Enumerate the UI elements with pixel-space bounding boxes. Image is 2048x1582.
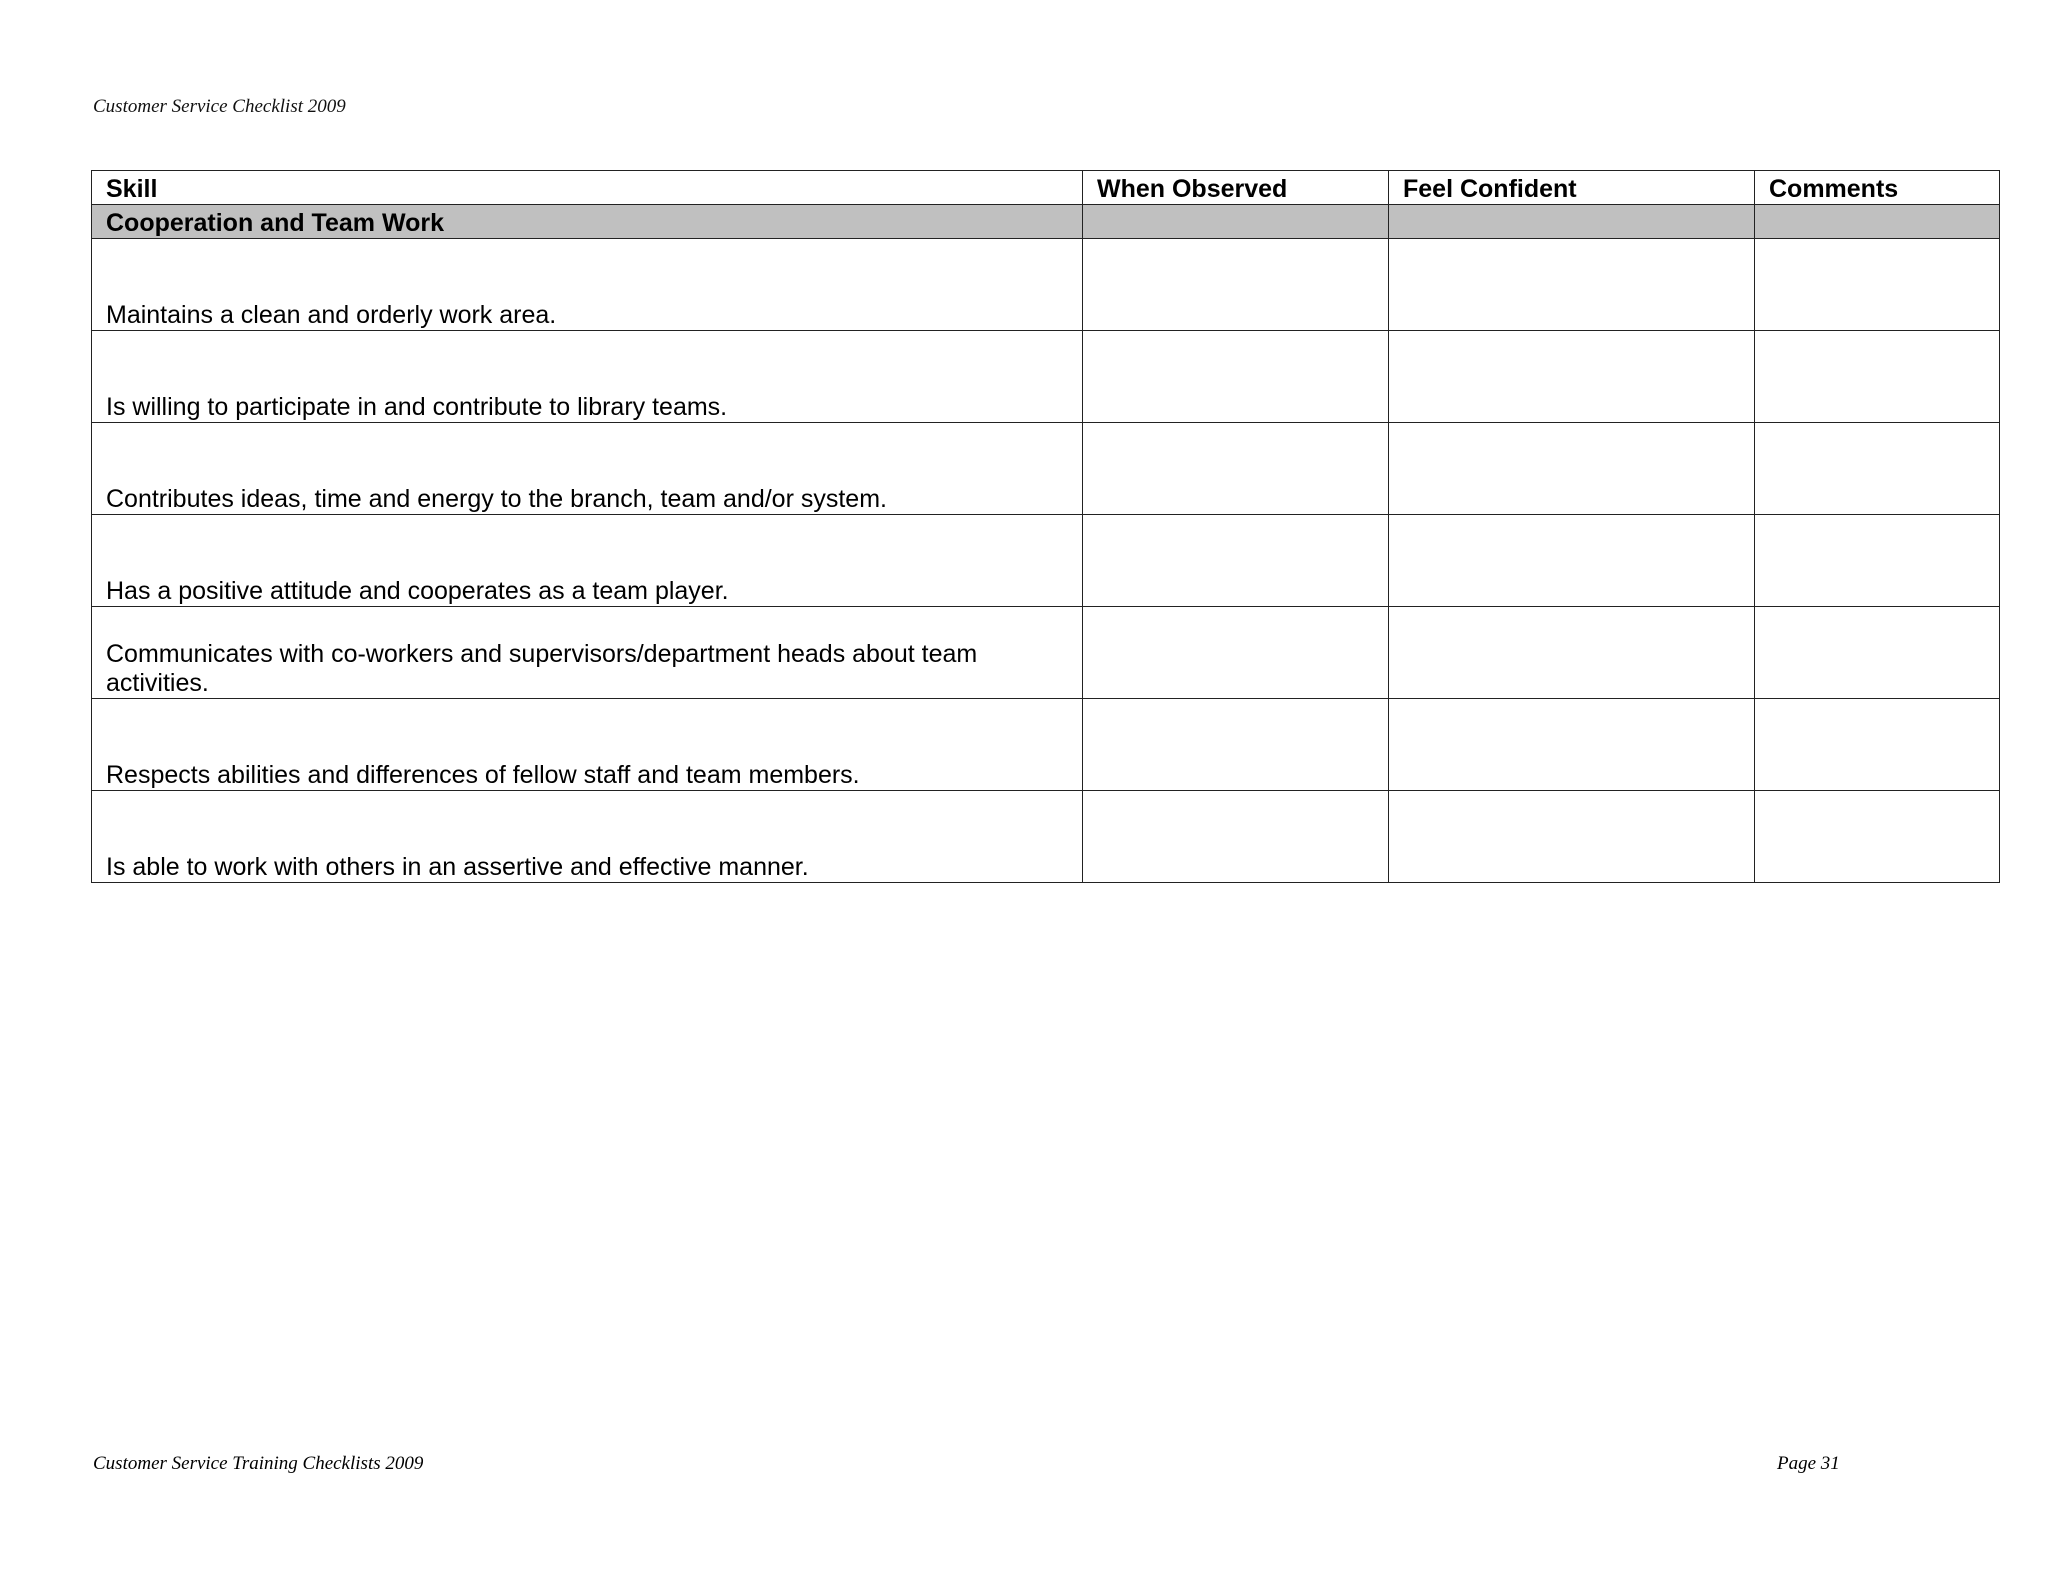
feel-confident-cell[interactable] [1389,239,1755,331]
table-row [92,423,2000,515]
comments-cell[interactable] [1755,607,2000,699]
table-row [92,239,2000,331]
feel-confident-cell[interactable] [1389,791,1755,883]
column-header-when-observed: When Observed [1083,171,1389,205]
page-number: Page 31 [1777,1453,1840,1474]
feel-confident-cell[interactable] [1389,423,1755,515]
comments-cell[interactable] [1755,423,2000,515]
when-observed-cell[interactable] [1083,699,1389,791]
skill-cell: Is willing to participate in and contribute to library teams. [92,331,1083,423]
page-header-title: Customer Service Checklist 2009 [93,96,346,117]
table-row [92,607,2000,699]
when-observed-cell[interactable] [1083,515,1389,607]
column-header-skill: Skill [92,171,1083,205]
skill-cell: Is able to work with others in an assertive and effective manner. [92,791,1083,883]
skill-cell: Has a positive attitude and cooperates as a team player. [92,515,1083,607]
table-row [92,331,2000,423]
table-header-row [92,171,2000,205]
skill-cell: Contributes ideas, time and energy to the branch, team and/or system. [92,423,1083,515]
column-header-comments: Comments [1755,171,2000,205]
comments-cell[interactable] [1755,239,2000,331]
section-blank-cell [1755,205,2000,239]
section-row [92,205,2000,239]
section-title: Cooperation and Team Work [92,205,1083,239]
comments-cell[interactable] [1755,699,2000,791]
when-observed-cell[interactable] [1083,331,1389,423]
when-observed-cell[interactable] [1083,791,1389,883]
skill-cell: Maintains a clean and orderly work area. [92,239,1083,331]
feel-confident-cell[interactable] [1389,607,1755,699]
when-observed-cell[interactable] [1083,607,1389,699]
table-row [92,699,2000,791]
table-row [92,791,2000,883]
page-footer-title: Customer Service Training Checklists 2009 [93,1453,424,1474]
comments-cell[interactable] [1755,515,2000,607]
when-observed-cell[interactable] [1083,423,1389,515]
section-blank-cell [1389,205,1755,239]
table-row [92,515,2000,607]
column-header-feel-confident: Feel Confident [1389,171,1755,205]
skill-cell: Communicates with co-workers and supervisors/department heads about team activities. [92,607,1083,699]
skill-cell: Respects abilities and differences of fellow staff and team members. [92,699,1083,791]
comments-cell[interactable] [1755,791,2000,883]
feel-confident-cell[interactable] [1389,331,1755,423]
feel-confident-cell[interactable] [1389,699,1755,791]
skills-checklist-table [91,170,2000,883]
when-observed-cell[interactable] [1083,239,1389,331]
section-blank-cell [1083,205,1389,239]
comments-cell[interactable] [1755,331,2000,423]
feel-confident-cell[interactable] [1389,515,1755,607]
